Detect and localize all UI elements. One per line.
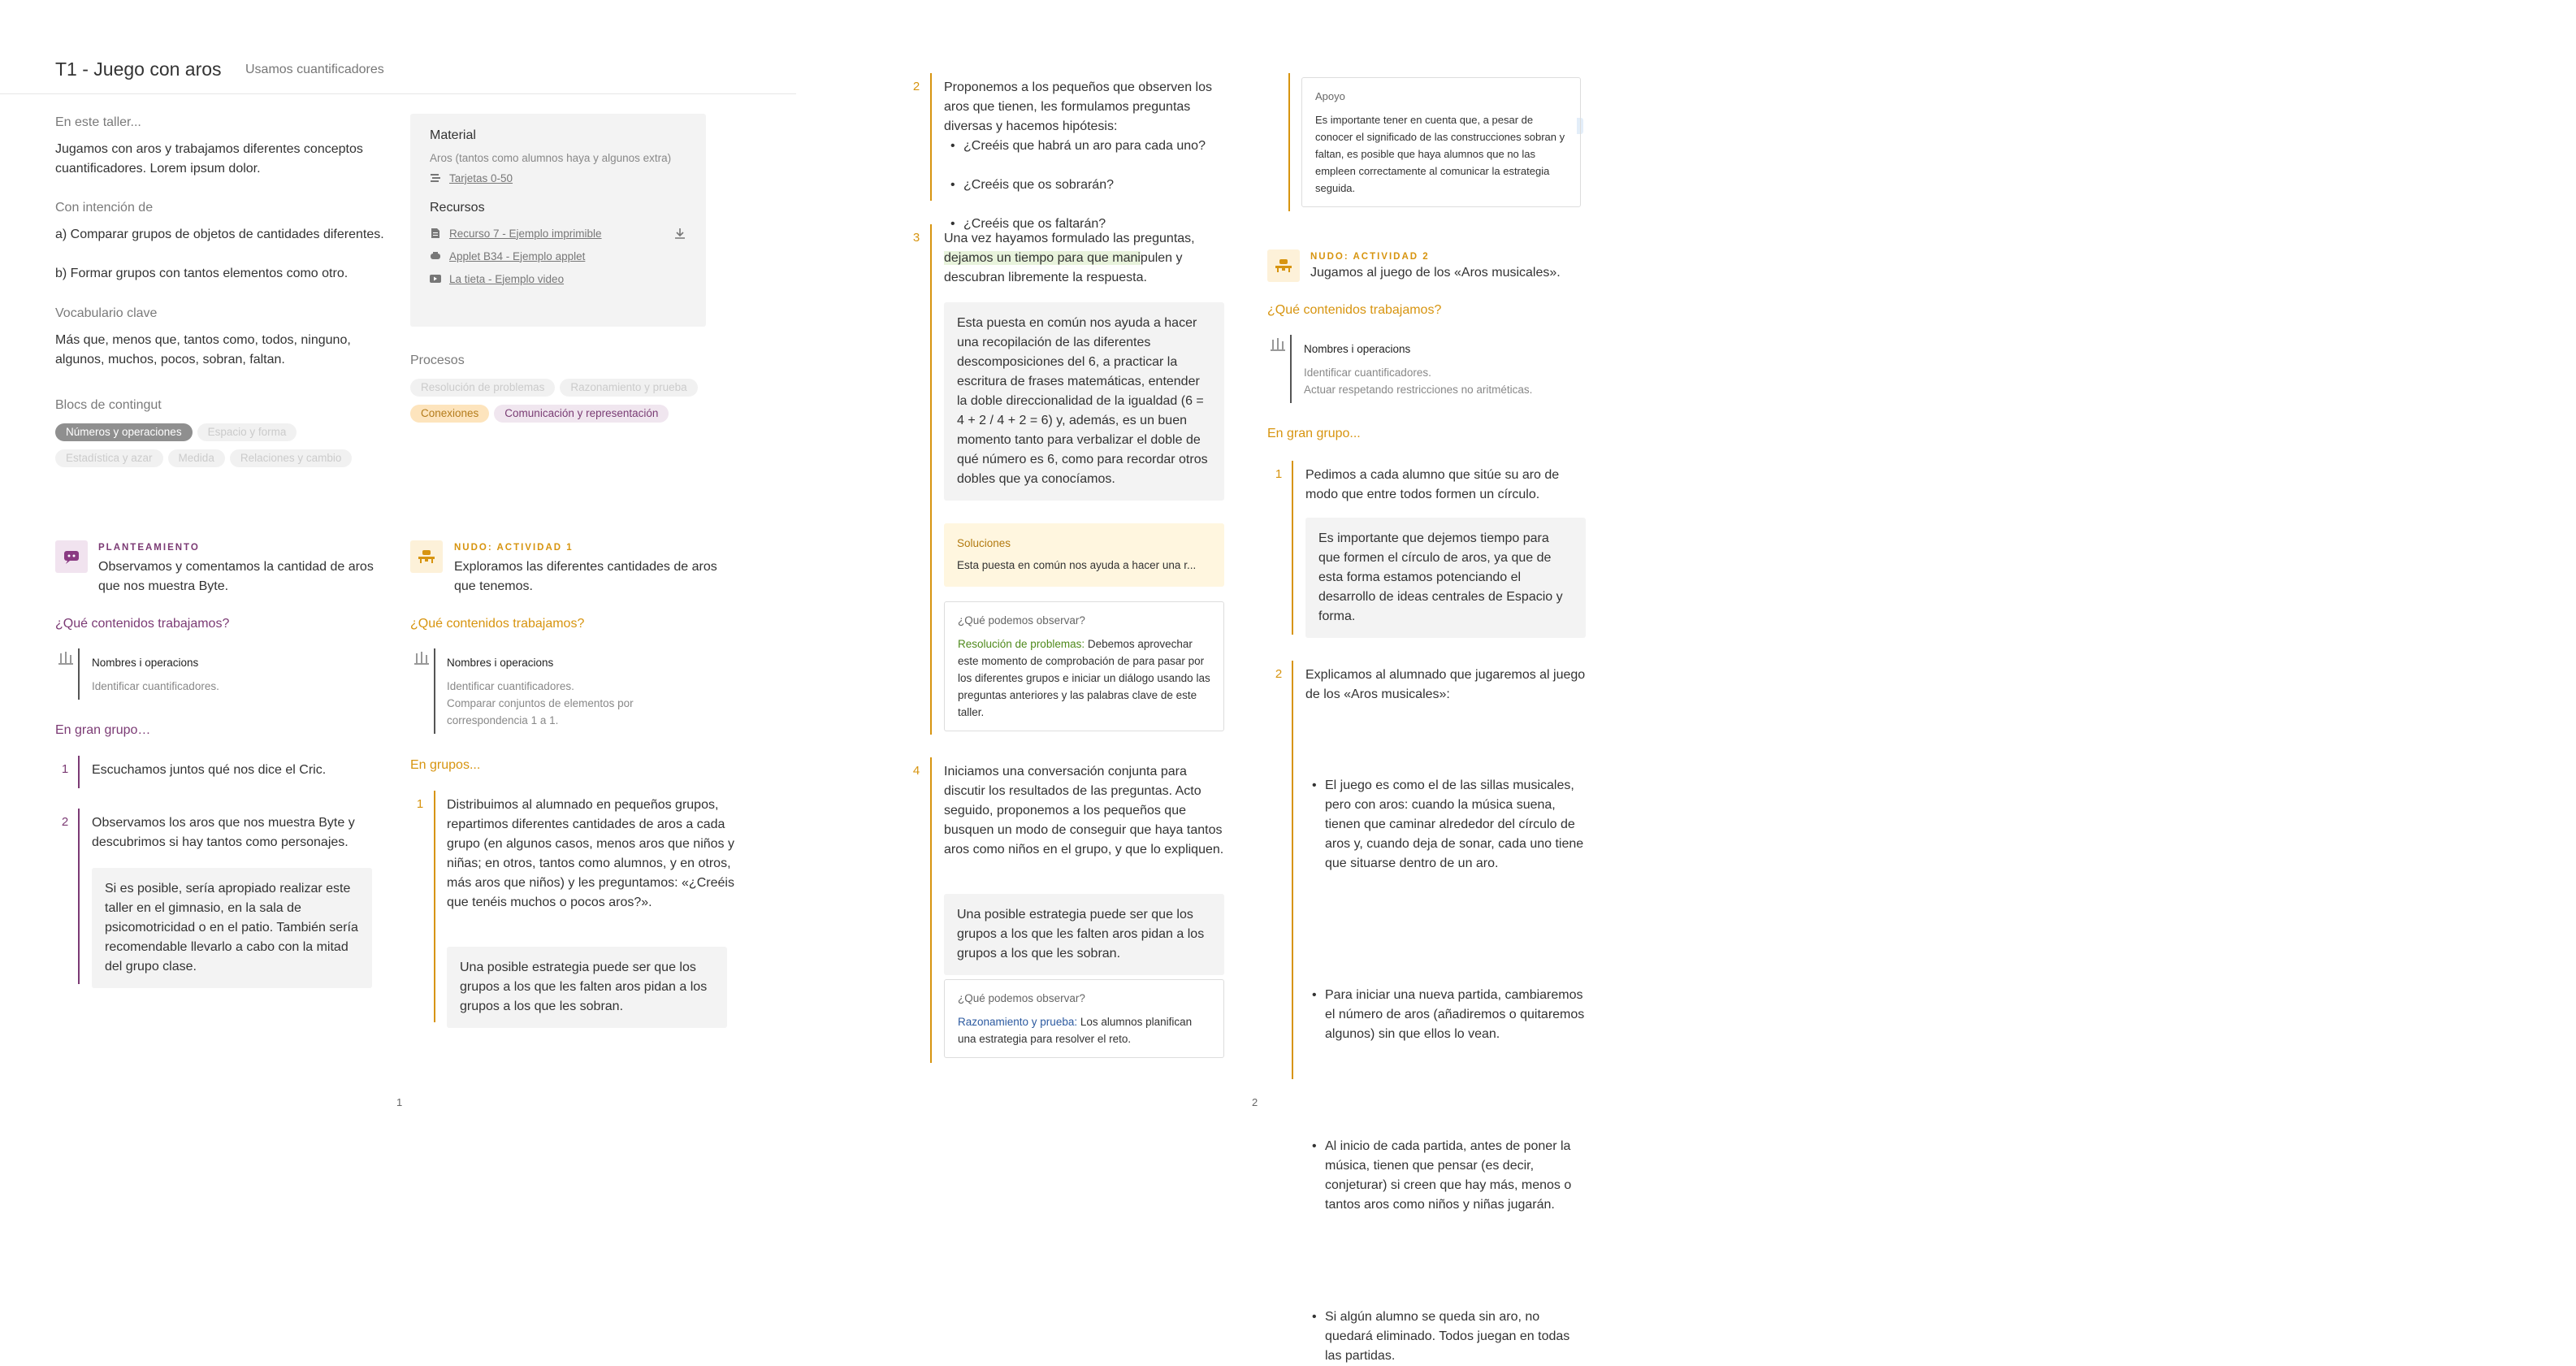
planteamiento-title: Observamos y comentamos la cantidad de aros que nos muestra Byte. [98, 560, 374, 593]
bullet-item: • ¿Creéis que os sobrarán? [944, 176, 2576, 195]
content-bar [1290, 335, 1292, 403]
bullet-item: • Para iniciar una nueva partida, cambiaremos el número de aros (añadiremos o quitaremos algunos) sin que ellos lo vean. [1305, 986, 1590, 1044]
note-box: Esta puesta en común nos ayuda a hacer una recopilación de las diferentes descomposiciones del 6, a practicar la escritura de frases matemáticas, entender la doble direccionalidad de la igualdad (6 = 4 + 2 / 4 + 2 = 6) y, además, es un buen momento tanto para verbalizar el doble de qué número es 6, como para recordar otros dobles que ya conocíamos. [944, 302, 1224, 501]
bloc-pill[interactable]: Estadística y azar [55, 449, 163, 467]
solutions-text: Esta puesta en común nos ayuda a hacer una r... [957, 559, 1197, 571]
observe-text: Debemos aprovechar este momento de comprobación de para pasar por los diferentes grupos e iniciar un diálogo usando las preguntas anteriores y las palabras clave de este taller. [958, 638, 1210, 718]
nudo2-title: Jugamos al juego de los «Aros musicales». [1310, 266, 1561, 280]
document-icon [430, 228, 441, 239]
apoyo-box [1301, 77, 1581, 207]
step-number: 3 [912, 231, 920, 245]
content-sub: Identificar cuantificadores. [447, 680, 574, 692]
observe-heading: ¿Qué podemos observar? [958, 614, 1085, 627]
step-number: 2 [1275, 667, 1283, 681]
note-box: Es importante que dejemos tiempo para que formen el círculo de aros, ya que de esta forma estamos potenciando el desarrollo de ideas centrales de Espacio y forma. [1305, 518, 1586, 638]
nudo1-title: Exploramos las diferentes cantidades de aros que tenemos. [454, 560, 717, 593]
page-number: 1 [396, 1096, 403, 1108]
bloc-pill[interactable]: Medida [168, 449, 225, 467]
abacus-icon [58, 650, 73, 665]
download-icon[interactable] [673, 227, 686, 240]
step-text: Explicamos al alumnado que jugaremos al juego de los «Aros musicales»: [1305, 668, 1586, 701]
recurso-link[interactable] [430, 222, 686, 245]
step-bar [434, 791, 435, 1022]
video-label: La tieta - Ejemplo video [449, 272, 565, 285]
content-sub: Actuar respetando restricciones no aritméticas. [1304, 384, 1533, 396]
abacus-icon [1271, 336, 1285, 351]
blocs-pills [55, 423, 380, 475]
nudo2-tag: NUDO: ACTIVIDAD 2 [1310, 252, 1430, 262]
content-heading: Nombres i operacions [447, 657, 554, 669]
step-text: Distribuimos al alumnado en pequeños grupos, repartimos diferentes cantidades de aros a cada grupo (en algunos casos, menos aros que niños y niñas; en otros, tantos como alumnos, y en otros, más aros que niños) y les preguntamos: «¿Creéis que tenéis muchos o pocos aros?». [447, 798, 734, 909]
bullet-item: • El juego es como el de las sillas musicales, pero con aros: cuando la música suena, tienen que caminar alrededor del círculo de aros y, cuando deja de sonar, cada uno tiene que situarse dentro de un aro. [1305, 776, 1590, 874]
recurso-label: Recurso 7 - Ejemplo imprimible [449, 227, 602, 240]
abacus-icon [414, 650, 429, 665]
grupo-label: En gran grupo... [1267, 427, 1361, 440]
content-bar [78, 648, 80, 700]
step-text: Proponemos a los pequeños que observen los aros que tienen, les formulamos preguntas diversas y hacemos hipótesis: [944, 80, 1212, 133]
content-bar [434, 648, 435, 734]
table-icon [1275, 258, 1292, 273]
procesos-label: Procesos [410, 353, 465, 367]
chat-icon [63, 549, 80, 564]
step-number: 1 [61, 762, 69, 776]
content-sub: Identificar cuantificadores. [1304, 366, 1431, 379]
procesos-pills [410, 379, 735, 431]
step-text: Pedimos a cada alumno que sitúe su aro de modo que entre todos formen un círculo. [1305, 468, 1560, 501]
bloc-pill[interactable]: Espacio y forma [197, 423, 297, 441]
step-number: 1 [1275, 467, 1283, 481]
cards-icon [430, 172, 441, 184]
step-bar [78, 809, 80, 984]
observe-heading: ¿Qué podemos observar? [958, 992, 1085, 1004]
step-text-c: descubran libremente la respuesta. [944, 271, 1147, 284]
material-title: Material [430, 128, 476, 142]
bullet-item: • ¿Creéis que habrá un aro para cada uno? [944, 137, 2576, 156]
contenidos-title: ¿Qué contenidos trabajamos? [410, 617, 585, 631]
material-desc: Aros (tantos como alumnos haya y algunos extra) [430, 152, 672, 164]
content-sub: Comparar conjuntos de elementos por correspondencia 1 a 1. [447, 697, 634, 726]
solutions-heading: Soluciones [957, 537, 1011, 549]
intencion-label: Con intención de [55, 201, 154, 215]
step-text: Iniciamos una conversación conjunta para discutir los resultados de las preguntas. Acto seguido, proponemos a los pequeños que busquen un modo de conseguir que haya tantos aros como niños en el grupo, y que lo expliquen. [944, 765, 1224, 856]
step-number: 1 [416, 797, 424, 811]
proceso-pill[interactable]: Resolución de problemas [410, 379, 555, 397]
proceso-pill[interactable]: Razonamiento y prueba [560, 379, 697, 397]
observe-box [944, 979, 1224, 1058]
note-box: Si es posible, sería apropiado realizar este taller en el gimnasio, en la sala de psicomotricidad o en el patio. También sería recomendable llevarlo a cabo con la mitad del grupo clase. [92, 868, 372, 988]
bloc-pill[interactable]: Relaciones y cambio [230, 449, 353, 467]
bullet-item: • Al inicio de cada partida, antes de poner la música, tienen que pensar (es decir, conjeturar) si creen que hay más, menos o tantos aros como niños y niñas jugarán. [1305, 1137, 1590, 1215]
taller-text: Jugamos con aros y trabajamos diferentes conceptos cuantificadores. Lorem ipsum dolor. [55, 142, 363, 176]
grupo-label: En grupos... [410, 758, 481, 772]
material-box [410, 114, 706, 327]
step-bar [930, 224, 932, 735]
step-text-hl2: pulen y [1140, 251, 1183, 265]
blocs-label: Blocs de contingut [55, 398, 162, 412]
content-heading: Nombres i operacions [1304, 343, 1411, 355]
page-subtitle: Usamos cuantificadores [245, 63, 384, 76]
vocab-text: Más que, menos que, tantos como, todos, ninguno, algunos, muchos, pocos, sobran, faltan. [55, 333, 351, 366]
apoyo-heading: Apoyo [1315, 90, 1345, 102]
step-bar [930, 757, 932, 1063]
step-bar [930, 73, 932, 201]
video-link[interactable] [430, 267, 686, 290]
proceso-pill[interactable]: Conexiones [410, 405, 489, 423]
recursos-title: Recursos [430, 201, 485, 215]
proceso-pill[interactable]: Comunicación y representación [494, 405, 669, 423]
bullet-item: • ¿Creéis que os faltarán? [944, 215, 2576, 234]
note-box: Una posible estrategia puede ser que los grupos a los que les falten aros pidan a los grupos a los que les sobran. [944, 894, 1224, 975]
step-text: Escuchamos juntos qué nos dice el Cric. [92, 763, 327, 777]
observe-tag: Razonamiento y prueba: [958, 1016, 1078, 1028]
intencion-a: a) Comparar grupos de objetos de cantidades diferentes. [55, 228, 384, 241]
highlight: dejamos un tiempo para que mani [944, 251, 1141, 265]
page-title: T1 - Juego con aros [55, 59, 222, 80]
step-text-a: Una vez hayamos formulado las preguntas, [944, 232, 1195, 245]
cards-link[interactable] [430, 167, 686, 189]
solutions-box[interactable] [944, 523, 1224, 587]
content-sub: Identificar cuantificadores. [92, 680, 219, 692]
page-number: 2 [1252, 1096, 1258, 1108]
apoyo-bar [1288, 73, 1290, 211]
observe-text: Los alumnos planifican una estrategia para resolver el reto. [958, 1016, 1193, 1045]
applet-label: Applet B34 - Ejemplo applet [449, 249, 586, 262]
note-box: Una posible estrategia puede ser que los grupos a los que les falten aros pidan a los grupos a los que les sobran. [447, 947, 727, 1028]
video-icon [430, 273, 441, 284]
planteamiento-icon-box [55, 540, 88, 573]
vocab-label: Vocabulario clave [55, 306, 158, 320]
apoyo-text: Es importante tener en cuenta que, a pesar de conocer el significado de las construcciones sobran y faltan, es posible que haya alumnos que no las empleen correctamente al comunicar la estrategia seguida. [1315, 114, 1565, 194]
gamepad-icon [430, 250, 441, 262]
nudo1-icon-box [410, 540, 443, 573]
table-icon [418, 549, 435, 564]
grupo-label: En gran grupo… [55, 723, 151, 737]
step-number: 2 [912, 80, 920, 93]
taller-label: En este taller... [55, 115, 141, 129]
step-text [944, 229, 1228, 288]
step-text: Observamos los aros que nos muestra Byte y descubrimos si hay tantos como personajes. [92, 816, 355, 849]
contenidos-title: ¿Qué contenidos trabajamos? [55, 617, 230, 631]
nudo2-icon-box [1267, 249, 1300, 282]
step-bar [1292, 661, 1293, 1079]
content-heading: Nombres i operacions [92, 657, 199, 669]
step-bar [1292, 461, 1293, 635]
applet-link[interactable] [430, 245, 686, 267]
bullet-item: • Si algún alumno se queda sin aro, no quedará eliminado. Todos juegan en todas las partidas. [1305, 1307, 1590, 1366]
intencion-b: b) Formar grupos con tantos elementos como otro. [55, 267, 349, 280]
header-divider [0, 93, 796, 94]
contenidos-title: ¿Qué contenidos trabajamos? [1267, 303, 1442, 317]
bloc-pill[interactable]: Números y operaciones [55, 423, 193, 441]
observe-box [944, 601, 1224, 731]
planteamiento-tag: PLANTEAMIENTO [98, 543, 200, 553]
step-bar [78, 756, 80, 788]
nudo1-tag: NUDO: ACTIVIDAD 1 [454, 543, 574, 553]
step-number: 4 [912, 764, 920, 778]
step-number: 2 [61, 815, 69, 829]
cards-label: Tarjetas 0-50 [449, 171, 513, 184]
observe-tag: Resolución de problemas: [958, 638, 1085, 650]
